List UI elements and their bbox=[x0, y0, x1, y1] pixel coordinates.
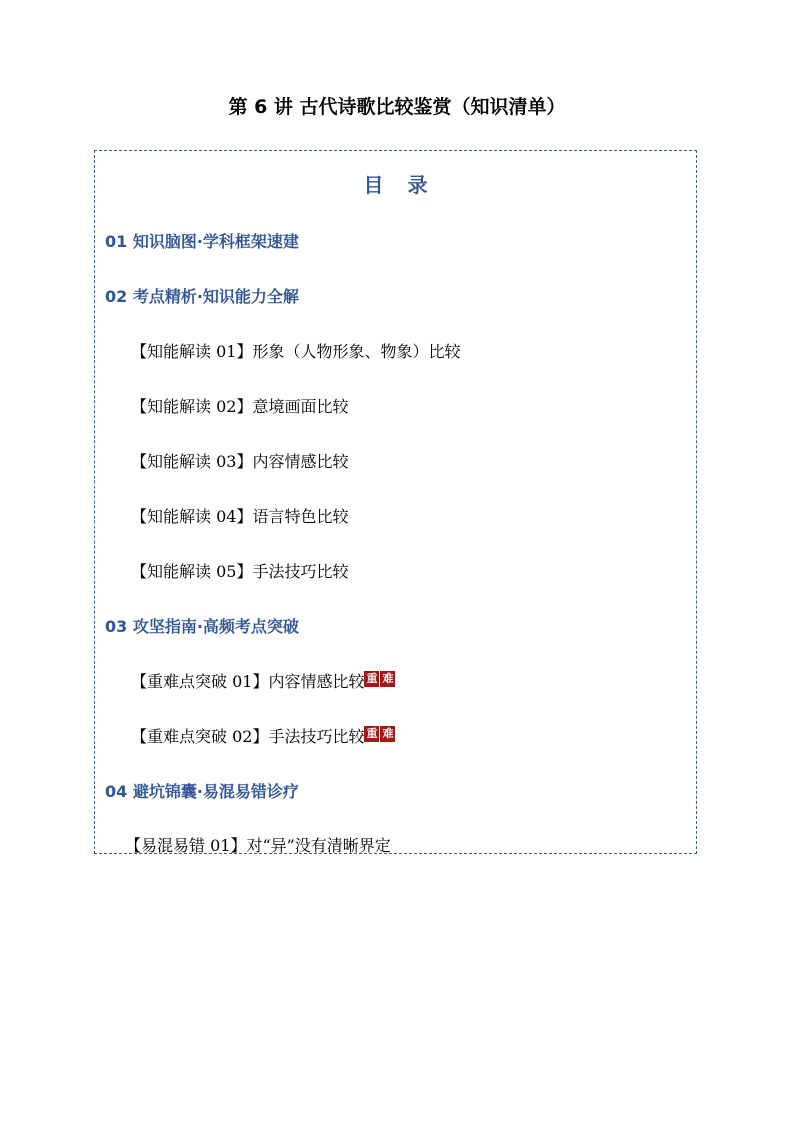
toc-item-knowledge-05[interactable]: 【知能解读 05】手法技巧比较 bbox=[131, 562, 349, 581]
toc-item-breakthrough-02[interactable] bbox=[131, 726, 395, 748]
difficult-point-badge: 难 bbox=[382, 727, 394, 740]
toc-item-knowledge-02[interactable]: 【知能解读 02】意境画面比较 bbox=[131, 397, 349, 416]
toc-item-breakthrough-01[interactable] bbox=[131, 671, 395, 693]
table-of-contents bbox=[94, 150, 697, 854]
toc-item-label: 【重难点突破 01】内容情感比较 bbox=[131, 672, 365, 691]
toc-section-04[interactable]: 04 避坑锦囊·易混易错诊疗 bbox=[105, 782, 299, 801]
toc-item-mistake-01[interactable]: 【易混易错 01】对“异”没有清晰界定 bbox=[125, 836, 391, 854]
key-point-badge: 重 bbox=[366, 727, 378, 740]
toc-item-label: 【重难点突破 02】手法技巧比较 bbox=[131, 727, 365, 746]
key-point-badge: 重 bbox=[366, 672, 378, 685]
toc-item-knowledge-04[interactable]: 【知能解读 04】语言特色比较 bbox=[131, 507, 349, 526]
toc-item-knowledge-03[interactable]: 【知能解读 03】内容情感比较 bbox=[131, 452, 349, 471]
document-title: 第 6 讲 古代诗歌比较鉴赏（知识清单） bbox=[228, 96, 566, 118]
toc-section-03[interactable]: 03 攻坚指南·高频考点突破 bbox=[105, 617, 299, 636]
difficult-point-badge: 难 bbox=[382, 672, 394, 685]
toc-section-01[interactable]: 01 知识脑图·学科框架速建 bbox=[105, 232, 299, 251]
toc-section-02[interactable]: 02 考点精析·知识能力全解 bbox=[105, 287, 299, 306]
toc-heading: 目录 bbox=[363, 173, 452, 197]
toc-item-knowledge-01[interactable]: 【知能解读 01】形象（人物形象、物象）比较 bbox=[131, 342, 461, 361]
